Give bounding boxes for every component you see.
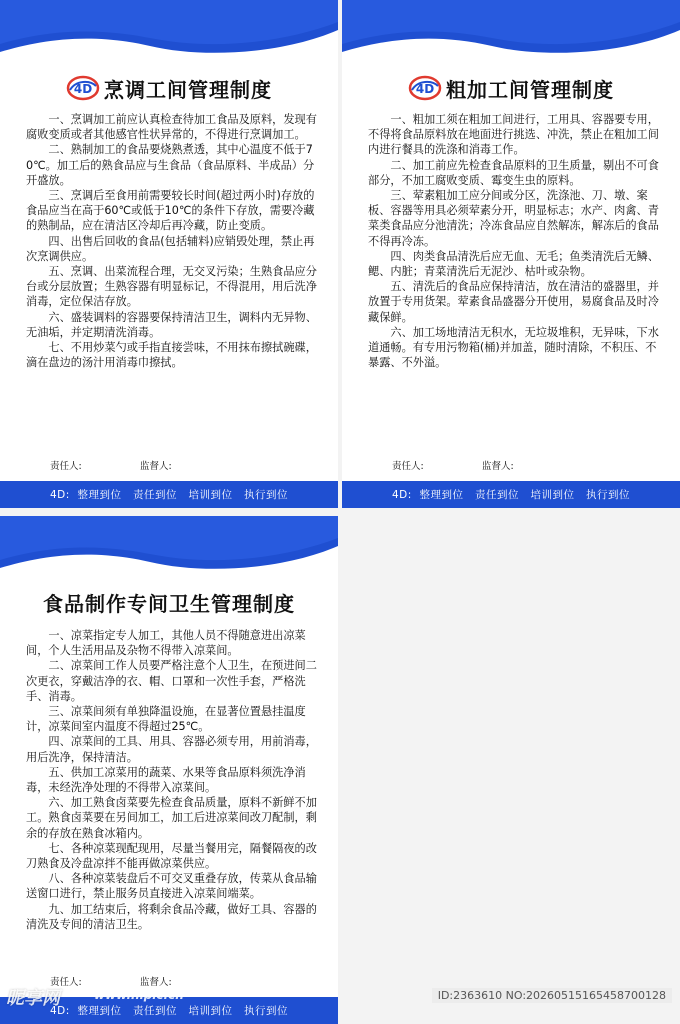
board-cooking-room xyxy=(0,0,338,508)
rule-paragraph: 七、各种凉菜现配现用，尽量当餐用完，隔餐隔夜的改刀熟食及冷盘凉拌不能再做凉菜供应。 xyxy=(26,841,317,871)
signature-row xyxy=(50,974,172,988)
rule-paragraph: 六、盛装调料的容器要保持清洁卫生，调料内无异物、无油垢，并定期清洗消毒。 xyxy=(26,310,317,339)
watermark-site-name: 昵享网 xyxy=(6,988,60,1009)
rule-paragraph: 一、凉菜指定专人加工，其他人员不得随意进出凉菜间，个人生活用品及杂物不得带入凉菜间。 xyxy=(26,629,306,658)
footer-banner: 4D: 整理到位 责任到位 培训到位 执行到位 xyxy=(0,481,338,508)
rule-paragraph: 七、不用炒菜勺或手指直接尝味，不用抹布擦拭碗碟，滴在盘边的汤汁用消毒巾擦拭。 xyxy=(26,341,317,370)
header-wave xyxy=(342,0,680,60)
rule-paragraph: 六、加工熟食卤菜要先检查食品质量，原料不新鲜不加工。熟食卤菜要在另间加工，加工后进凉菜间改刀配制，剩余的存放在熟食冰箱内。 xyxy=(26,796,317,840)
rule-paragraph: 三、烹调后至食用前需要较长时间(超过两小时)存放的食品应当在高于60℃或低于10℃的条件下存放，需要冷藏的熟制品，应在清洁区冷却后再冷藏，防止变质。 xyxy=(26,189,315,233)
footer-banner: 4D: 整理到位 责任到位 培训到位 执行到位 xyxy=(342,481,680,508)
responsible-label: 责任人: xyxy=(50,977,82,988)
empty-area xyxy=(342,516,680,1024)
rules-body xyxy=(26,112,318,370)
rule-paragraph: 三、荤素粗加工应分间或分区，洗涤池、刀、墩、案板、容器等用具必须荤素分开，明显标志；水产、肉禽、青菜类食品应分池清洗；冷冻食品应自然解冻，解冻后的食品不得再冷冻。 xyxy=(368,189,659,248)
rules-body xyxy=(26,628,318,932)
responsible-label: 责任人: xyxy=(50,461,82,472)
4d-logo-icon xyxy=(66,75,100,101)
signature-row xyxy=(392,458,514,472)
page-title: 粗加工间管理制度 xyxy=(446,77,614,102)
rule-paragraph: 二、凉菜间工作人员要严格注意个人卫生，在预进间二次更衣，穿戴洁净的衣、帽、口罩和一次性手套，严格洗手、消毒。 xyxy=(26,659,317,703)
title-row xyxy=(0,584,338,620)
footer-banner: 4D: 整理到位 责任到位 培训到位 执行到位 xyxy=(0,997,338,1024)
page-title: 烹调工间管理制度 xyxy=(104,77,272,102)
signature-row xyxy=(50,458,172,472)
rule-paragraph: 一、粗加工须在粗加工间进行，工用具、容器要专用，不得将食品原料放在地面进行挑选、冲洗，禁止在粗加工间内进行餐具的洗涤和消毒工作。 xyxy=(368,113,659,157)
rule-paragraph: 四、肉类食品清洗后应无血、无毛；鱼类清洗后无鳞、鳃、内脏；青菜清洗后无泥沙、枯叶或杂物。 xyxy=(368,249,659,279)
rule-paragraph: 六、加工场地清洁无积水，无垃圾堆积，无异味，下水道通畅。有专用污物箱(桶)并加盖，随时清除，不积压、不暴露、不外溢。 xyxy=(368,325,659,370)
rule-paragraph: 九、加工结束后，将剩余食品冷藏，做好工具、容器的清洗及专间的清洁卫生。 xyxy=(26,902,317,931)
title-row xyxy=(0,70,338,106)
header-wave xyxy=(0,516,338,576)
rule-paragraph: 四、凉菜间的工具、用具、容器必须专用，用前消毒，用后洗净，保持清洁。 xyxy=(26,735,317,764)
board-food-special-room xyxy=(0,516,338,1024)
page-title: 食品制作专间卫生管理制度 xyxy=(43,591,295,616)
rule-paragraph: 三、凉菜间须有单独降温设施，在显著位置悬挂温度计，凉菜间室内温度不得超过25℃。 xyxy=(26,705,306,734)
supervisor-label: 监督人: xyxy=(140,461,172,472)
title-row xyxy=(342,70,680,106)
svg-text:4D: 4D xyxy=(73,82,93,96)
rule-paragraph: 一、烹调加工前应认真检查待加工食品及原料，发现有腐败变质或者其他感官性状异常的，不得进行烹调加工。 xyxy=(26,113,317,142)
rule-paragraph: 二、加工前应先检查食品原料的卫生质量，剔出不可食部分，不加工腐败变质、霉变生虫的原料。 xyxy=(368,158,659,187)
watermark-id: ID:2363610 NO:20260515165458700128 xyxy=(432,988,672,1003)
rule-paragraph: 五、供加工凉菜用的蔬菜、水果等食品原料须洗净消毒，未经洗净处理的不得带入凉菜间。 xyxy=(26,765,306,795)
watermark-url: www.nipic.cn xyxy=(94,988,184,1002)
board-rough-processing-room xyxy=(342,0,680,508)
rule-paragraph: 二、熟制加工的食品要烧熟煮透，其中心温度不低于70℃。加工后的熟食品应与生食品（食品原料、半成品）分开盛放。 xyxy=(26,143,315,187)
rule-paragraph: 五、清洗后的食品应保持清洁，放在清洁的盛器里，并放置于专用货架。荤素食品盛器分开使用，易腐食品及时冷藏保鲜。 xyxy=(368,280,659,324)
supervisor-label: 监督人: xyxy=(482,461,514,472)
4d-logo-icon xyxy=(408,75,442,101)
rule-paragraph: 八、各种凉菜装盘后不可交叉重叠存放，传菜从食品输送窗口进行，禁止服务员直接进入凉菜间端菜。 xyxy=(26,872,317,901)
svg-text:4D: 4D xyxy=(415,82,435,96)
header-wave xyxy=(0,0,338,60)
rule-paragraph: 五、烹调、出菜流程合理，无交叉污染；生熟食品应分台或分层放置；生熟容器有明显标记，不得混用，用后洗净消毒，定位保洁存放。 xyxy=(26,265,317,309)
supervisor-label: 监督人: xyxy=(140,977,172,988)
rules-body xyxy=(368,112,660,370)
rule-paragraph: 四、出售后回收的食品(包括辅料)应销毁处理，禁止再次烹调供应。 xyxy=(26,234,315,263)
responsible-label: 责任人: xyxy=(392,461,424,472)
